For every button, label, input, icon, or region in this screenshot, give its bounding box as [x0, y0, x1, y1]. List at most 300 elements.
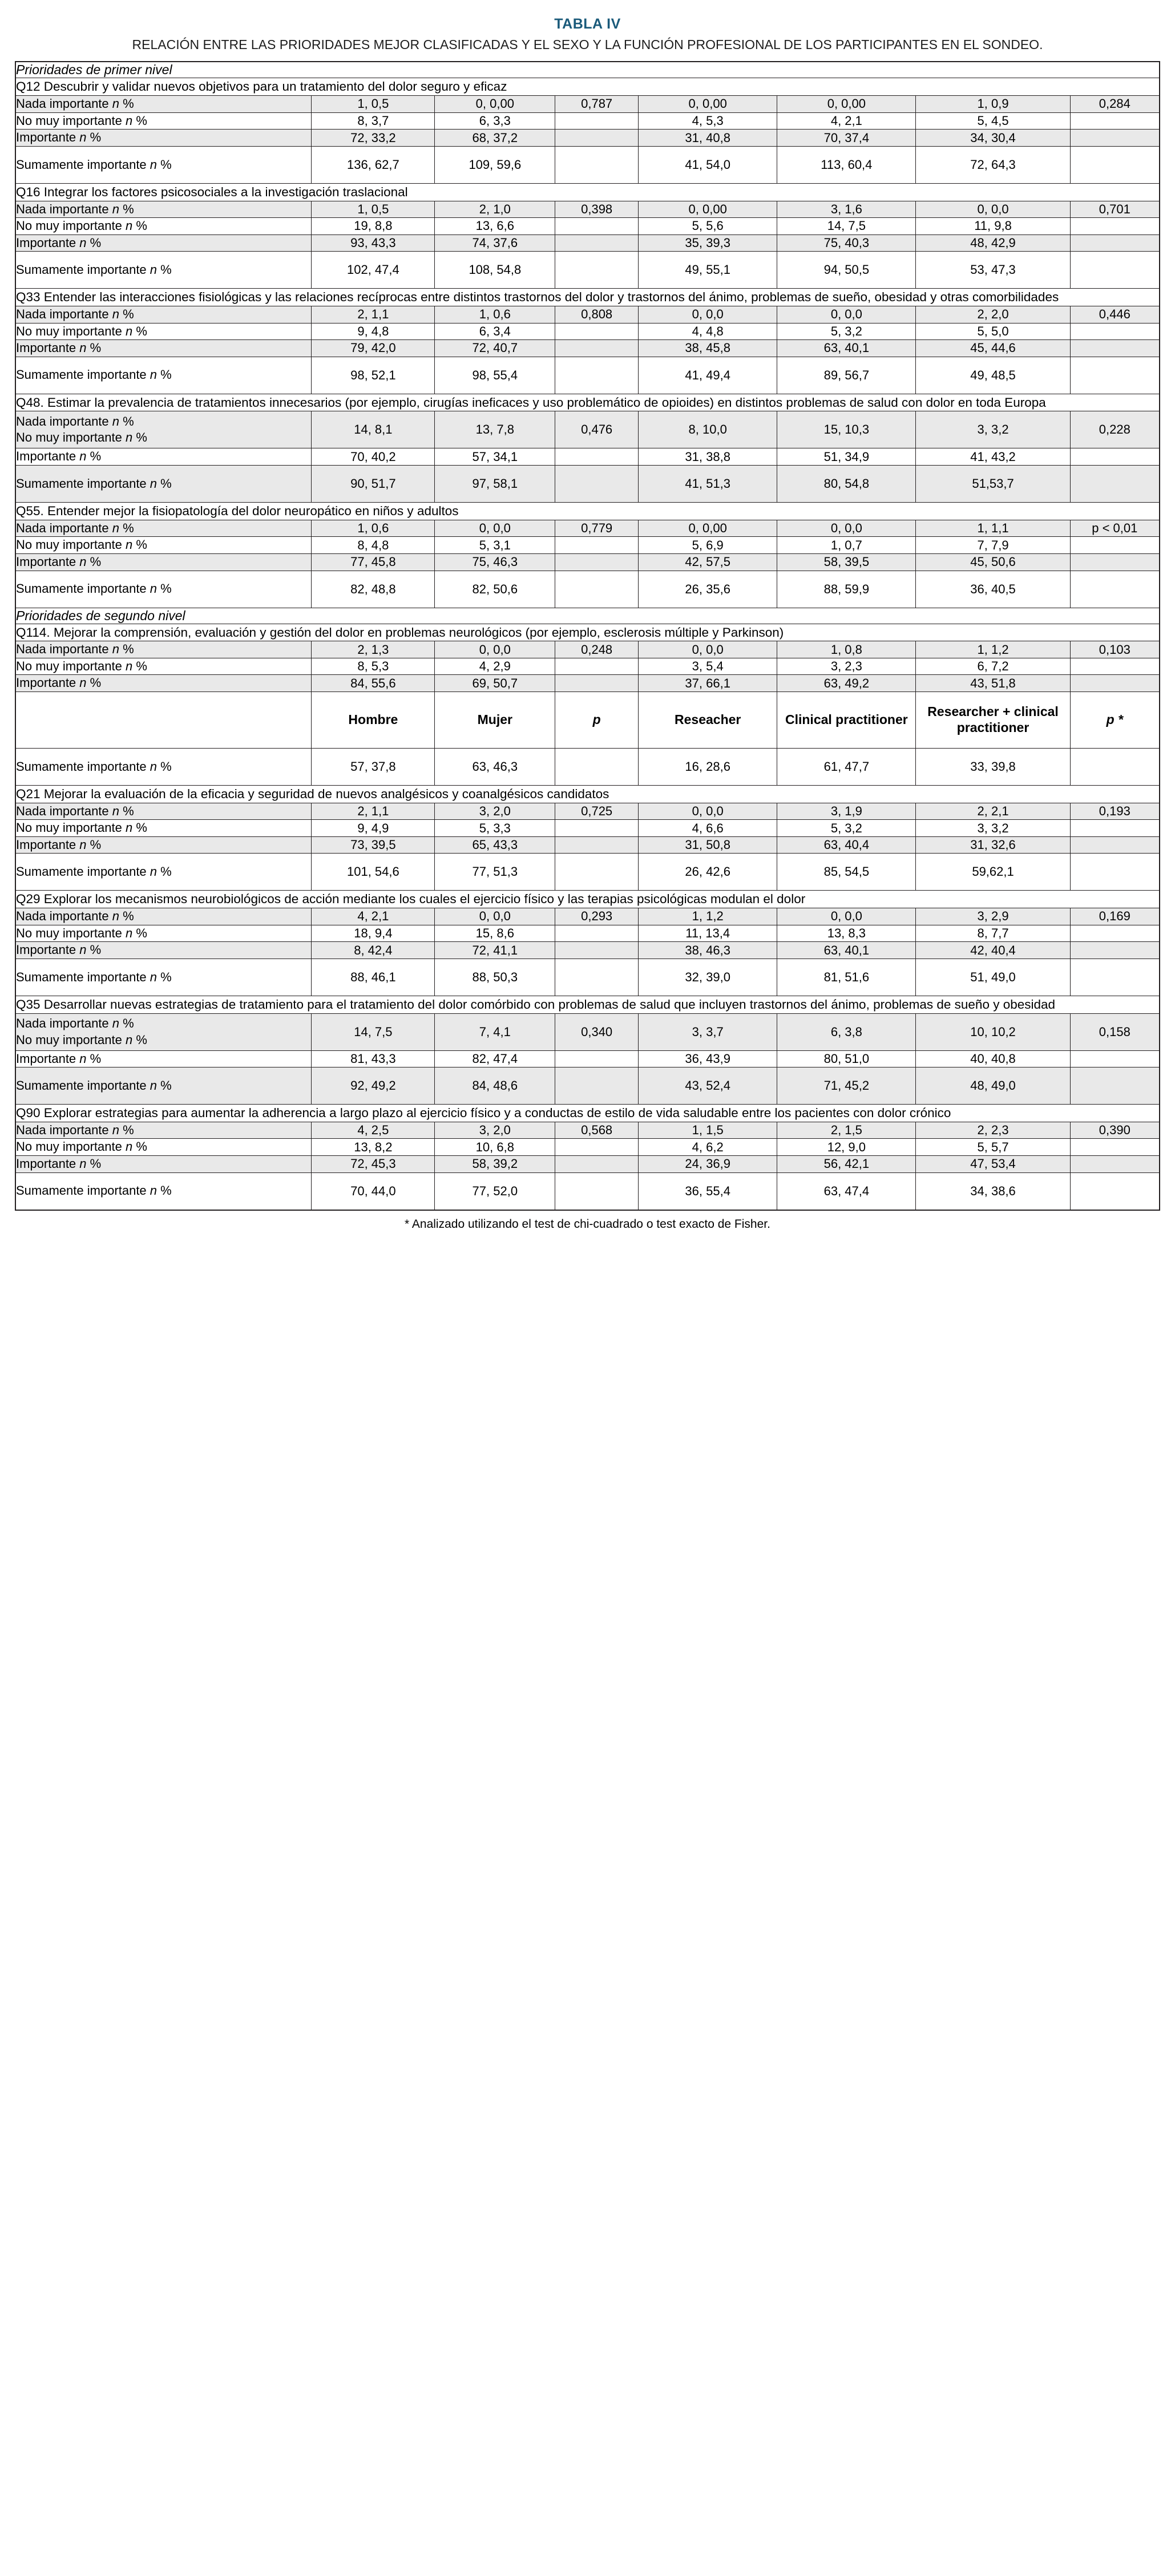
cell-value: 0,390: [1070, 1122, 1160, 1139]
cell-value: 53, 47,3: [916, 252, 1070, 289]
cell-value: 80, 51,0: [777, 1050, 916, 1067]
cell-value: [555, 448, 639, 466]
table-row: [15, 748, 1160, 785]
row-label: No muy importante n %: [15, 925, 312, 942]
question-heading-label: Q21 Mejorar la evaluación de la eficacia y seguridad de nuevos analgésicos y coanalgésicos candidatos: [15, 785, 1160, 803]
cell-value: 8, 5,3: [312, 658, 435, 675]
cell-value: 5, 3,2: [777, 323, 916, 340]
table-row: [15, 96, 1160, 113]
cell-value: [1070, 820, 1160, 837]
cell-value: 75, 40,3: [777, 234, 916, 252]
table-row: [15, 1013, 1160, 1050]
column-header-2: Mujer: [435, 691, 555, 748]
row-label: Sumamente importante n %: [15, 146, 312, 183]
cell-value: 14, 7,5: [777, 218, 916, 235]
question-heading-label: Q48. Estimar la prevalencia de tratamientos innecesarios (por ejemplo, cirugías ineficaces y uso problemático de opioides) en distintos problemas de salud con dolor en toda Europa: [15, 394, 1160, 411]
cell-value: 2, 1,5: [777, 1122, 916, 1139]
cell-value: 32, 39,0: [639, 959, 777, 996]
table-row: [15, 925, 1160, 942]
cell-value: 0, 0,0: [639, 306, 777, 323]
cell-value: 98, 55,4: [435, 357, 555, 394]
table-row: [15, 959, 1160, 996]
cell-value: 0, 0,00: [639, 520, 777, 537]
cell-value: [555, 146, 639, 183]
cell-value: 0, 0,0: [777, 520, 916, 537]
cell-value: [555, 836, 639, 854]
cell-value: 5, 4,5: [916, 112, 1070, 130]
cell-value: 69, 50,7: [435, 675, 555, 692]
cell-value: 11, 9,8: [916, 218, 1070, 235]
cell-value: 92, 49,2: [312, 1067, 435, 1105]
cell-value: [555, 252, 639, 289]
row-label: Importante n %: [15, 942, 312, 959]
cell-value: 10, 10,2: [916, 1013, 1070, 1050]
cell-value: [1070, 854, 1160, 891]
cell-value: 81, 43,3: [312, 1050, 435, 1067]
cell-value: 1, 0,9: [916, 96, 1070, 113]
table-header-row: [15, 691, 1160, 748]
cell-value: 41, 54,0: [639, 146, 777, 183]
cell-value: 0, 0,0: [435, 641, 555, 658]
cell-value: 4, 2,1: [777, 112, 916, 130]
cell-value: 136, 62,7: [312, 146, 435, 183]
cell-value: 4, 2,9: [435, 658, 555, 675]
cell-value: [555, 658, 639, 675]
row-label: Importante n %: [15, 1050, 312, 1067]
cell-value: 0, 0,0: [639, 641, 777, 658]
cell-value: 68, 37,2: [435, 130, 555, 147]
cell-value: 1, 0,6: [312, 520, 435, 537]
cell-value: 0,284: [1070, 96, 1160, 113]
cell-value: 0,701: [1070, 201, 1160, 218]
cell-value: [555, 854, 639, 891]
cell-value: 36, 55,4: [639, 1172, 777, 1210]
cell-value: 6, 7,2: [916, 658, 1070, 675]
table-row: [15, 340, 1160, 357]
cell-value: 43, 52,4: [639, 1067, 777, 1105]
page-subtitle: RELACIÓN ENTRE LAS PRIORIDADES MEJOR CLASIFICADAS Y EL SEXO Y LA FUNCIÓN PROFESIONAL DE LOS PARTICIPANTES EN EL SONDEO.: [132, 37, 1043, 52]
cell-value: 97, 58,1: [435, 466, 555, 503]
cell-value: 94, 50,5: [777, 252, 916, 289]
cell-value: 41, 49,4: [639, 357, 777, 394]
cell-value: 4, 2,5: [312, 1122, 435, 1139]
table-row: [15, 942, 1160, 959]
cell-value: 48, 42,9: [916, 234, 1070, 252]
cell-value: 16, 28,6: [639, 748, 777, 785]
column-header-1: Hombre: [312, 691, 435, 748]
table-row: [15, 234, 1160, 252]
question-heading-row: [15, 891, 1160, 908]
row-label: Nada importante n %: [15, 306, 312, 323]
cell-value: 70, 44,0: [312, 1172, 435, 1210]
cell-value: 0,725: [555, 803, 639, 820]
cell-value: [1070, 925, 1160, 942]
table-footnote: * Analizado utilizando el test de chi-cuadrado o test exacto de Fisher.: [405, 1217, 770, 1231]
cell-value: [555, 234, 639, 252]
cell-value: 45, 50,6: [916, 553, 1070, 571]
cell-value: [1070, 748, 1160, 785]
row-label: No muy importante n %: [15, 658, 312, 675]
row-label: Sumamente importante n %: [15, 252, 312, 289]
table-row: [15, 1122, 1160, 1139]
row-label: Importante n %: [15, 675, 312, 692]
cell-value: 84, 55,6: [312, 675, 435, 692]
cell-value: 3, 1,9: [777, 803, 916, 820]
cell-value: 33, 39,8: [916, 748, 1070, 785]
cell-value: 5, 5,0: [916, 323, 1070, 340]
cell-value: 12, 9,0: [777, 1139, 916, 1156]
cell-value: 6, 3,4: [435, 323, 555, 340]
cell-value: 49, 48,5: [916, 357, 1070, 394]
priorities-table: [15, 61, 1160, 1210]
cell-value: 10, 6,8: [435, 1139, 555, 1156]
row-label: Sumamente importante n %: [15, 571, 312, 608]
cell-value: [1070, 959, 1160, 996]
column-header-6: Researcher + clinical practitioner: [916, 691, 1070, 748]
question-heading-row: [15, 394, 1160, 411]
cell-value: 3, 3,2: [916, 411, 1070, 448]
row-label: Nada importante n % No muy importante n %: [15, 1013, 312, 1050]
cell-value: 0,779: [555, 520, 639, 537]
cell-value: 109, 59,6: [435, 146, 555, 183]
cell-value: 2, 1,1: [312, 803, 435, 820]
cell-value: 3, 2,9: [916, 908, 1070, 925]
cell-value: 31, 50,8: [639, 836, 777, 854]
cell-value: 4, 6,6: [639, 820, 777, 837]
cell-value: 6, 3,8: [777, 1013, 916, 1050]
cell-value: 49, 55,1: [639, 252, 777, 289]
cell-value: 9, 4,8: [312, 323, 435, 340]
row-label: Importante n %: [15, 130, 312, 147]
cell-value: [1070, 675, 1160, 692]
row-label: Importante n %: [15, 553, 312, 571]
cell-value: [555, 323, 639, 340]
row-label: Sumamente importante n %: [15, 357, 312, 394]
cell-value: 84, 48,6: [435, 1067, 555, 1105]
cell-value: 1, 1,5: [639, 1122, 777, 1139]
table-row: [15, 252, 1160, 289]
cell-value: [555, 357, 639, 394]
row-label: Importante n %: [15, 1156, 312, 1173]
cell-value: [1070, 553, 1160, 571]
cell-value: [555, 1067, 639, 1105]
cell-value: 2, 1,1: [312, 306, 435, 323]
cell-value: [555, 675, 639, 692]
row-label: Importante n %: [15, 448, 312, 466]
cell-value: 0,158: [1070, 1013, 1160, 1050]
cell-value: 3, 1,6: [777, 201, 916, 218]
cell-value: 63, 46,3: [435, 748, 555, 785]
cell-value: 63, 40,1: [777, 340, 916, 357]
cell-value: 57, 34,1: [435, 448, 555, 466]
table-row: [15, 466, 1160, 503]
cell-value: 4, 6,2: [639, 1139, 777, 1156]
table-row: [15, 803, 1160, 820]
cell-value: 0, 0,0: [777, 908, 916, 925]
section-heading-row: [15, 608, 1160, 624]
table-row: [15, 1050, 1160, 1067]
cell-value: 93, 43,3: [312, 234, 435, 252]
cell-value: [1070, 942, 1160, 959]
section-heading-label: Prioridades de primer nivel: [15, 62, 1160, 78]
row-label: Nada importante n %: [15, 641, 312, 658]
cell-value: 0,248: [555, 641, 639, 658]
cell-value: 77, 45,8: [312, 553, 435, 571]
cell-value: 5, 3,1: [435, 537, 555, 554]
table-row: [15, 130, 1160, 147]
cell-value: 0, 0,00: [435, 96, 555, 113]
cell-value: 4, 2,1: [312, 908, 435, 925]
cell-value: 35, 39,3: [639, 234, 777, 252]
cell-value: 13, 6,6: [435, 218, 555, 235]
section-heading-label: Prioridades de segundo nivel: [15, 608, 1160, 624]
cell-value: 3, 2,3: [777, 658, 916, 675]
column-header-4: Reseacher: [639, 691, 777, 748]
row-label: No muy importante n %: [15, 1139, 312, 1156]
cell-value: [1070, 658, 1160, 675]
table-row: [15, 537, 1160, 554]
cell-value: 0,340: [555, 1013, 639, 1050]
cell-value: 1, 1,2: [639, 908, 777, 925]
cell-value: p < 0,01: [1070, 520, 1160, 537]
row-label: Nada importante n %: [15, 201, 312, 218]
cell-value: 6, 3,3: [435, 112, 555, 130]
cell-value: [1070, 218, 1160, 235]
row-label: No muy importante n %: [15, 323, 312, 340]
cell-value: 102, 47,4: [312, 252, 435, 289]
question-heading-label: Q35 Desarrollar nuevas estrategias de tratamiento para el tratamiento del dolor comórbido con problemas de salud que incluyen trastornos del ánimo, problemas de sueño y obesidad: [15, 996, 1160, 1013]
cell-value: 3, 3,7: [639, 1013, 777, 1050]
cell-value: 3, 5,4: [639, 658, 777, 675]
cell-value: 72, 41,1: [435, 942, 555, 959]
cell-value: 34, 38,6: [916, 1172, 1070, 1210]
cell-value: 72, 64,3: [916, 146, 1070, 183]
cell-value: 73, 39,5: [312, 836, 435, 854]
question-heading-label: Q16 Integrar los factores psicosociales a la investigación traslacional: [15, 183, 1160, 201]
cell-value: [1070, 130, 1160, 147]
cell-value: 63, 40,1: [777, 942, 916, 959]
column-header-3: p: [555, 691, 639, 748]
cell-value: [555, 466, 639, 503]
cell-value: 82, 47,4: [435, 1050, 555, 1067]
cell-value: 1, 0,7: [777, 537, 916, 554]
cell-value: 18, 9,4: [312, 925, 435, 942]
cell-value: 75, 46,3: [435, 553, 555, 571]
cell-value: 63, 49,2: [777, 675, 916, 692]
cell-value: [555, 1139, 639, 1156]
cell-value: [555, 959, 639, 996]
cell-value: 88, 50,3: [435, 959, 555, 996]
cell-value: 11, 13,4: [639, 925, 777, 942]
cell-value: 2, 2,0: [916, 306, 1070, 323]
cell-value: 8, 4,8: [312, 537, 435, 554]
table-row: [15, 571, 1160, 608]
cell-value: 0, 0,0: [777, 306, 916, 323]
table-row: [15, 520, 1160, 537]
cell-value: 36, 43,9: [639, 1050, 777, 1067]
question-heading-row: [15, 503, 1160, 520]
cell-value: 74, 37,6: [435, 234, 555, 252]
row-label: Nada importante n % No muy importante n %: [15, 411, 312, 448]
cell-value: [1070, 1172, 1160, 1210]
cell-value: 82, 48,8: [312, 571, 435, 608]
cell-value: 43, 51,8: [916, 675, 1070, 692]
cell-value: 36, 40,5: [916, 571, 1070, 608]
cell-value: 58, 39,5: [777, 553, 916, 571]
cell-value: 13, 8,2: [312, 1139, 435, 1156]
cell-value: 47, 53,4: [916, 1156, 1070, 1173]
row-label: Sumamente importante n %: [15, 1172, 312, 1210]
cell-value: 0,103: [1070, 641, 1160, 658]
cell-value: [1070, 1050, 1160, 1067]
cell-value: 19, 8,8: [312, 218, 435, 235]
column-header-7: p *: [1070, 691, 1160, 748]
cell-value: 79, 42,0: [312, 340, 435, 357]
table-row: [15, 306, 1160, 323]
cell-value: 61, 47,7: [777, 748, 916, 785]
table-row: [15, 411, 1160, 448]
cell-value: [555, 218, 639, 235]
cell-value: 26, 42,6: [639, 854, 777, 891]
row-label: No muy importante n %: [15, 820, 312, 837]
cell-value: 58, 39,2: [435, 1156, 555, 1173]
cell-value: 82, 50,6: [435, 571, 555, 608]
cell-value: 5, 5,6: [639, 218, 777, 235]
cell-value: [1070, 146, 1160, 183]
cell-value: 15, 8,6: [435, 925, 555, 942]
cell-value: [1070, 836, 1160, 854]
question-heading-row: [15, 996, 1160, 1013]
cell-value: [555, 112, 639, 130]
row-label: Importante n %: [15, 234, 312, 252]
cell-value: 88, 59,9: [777, 571, 916, 608]
question-heading-row: [15, 183, 1160, 201]
cell-value: 51, 34,9: [777, 448, 916, 466]
table-row: [15, 448, 1160, 466]
table-row: [15, 112, 1160, 130]
cell-value: [555, 571, 639, 608]
table-body: [15, 62, 1160, 1210]
cell-value: 7, 4,1: [435, 1013, 555, 1050]
cell-value: [1070, 448, 1160, 466]
cell-value: [1070, 1139, 1160, 1156]
table-row: [15, 641, 1160, 658]
cell-value: 5, 3,3: [435, 820, 555, 837]
cell-value: 51,53,7: [916, 466, 1070, 503]
row-label: No muy importante n %: [15, 537, 312, 554]
table-row: [15, 201, 1160, 218]
cell-value: 2, 2,3: [916, 1122, 1070, 1139]
cell-value: 0,228: [1070, 411, 1160, 448]
cell-value: 0, 0,00: [639, 201, 777, 218]
cell-value: 41, 51,3: [639, 466, 777, 503]
cell-value: [1070, 1156, 1160, 1173]
cell-value: 2, 1,0: [435, 201, 555, 218]
row-label: Sumamente importante n %: [15, 854, 312, 891]
cell-value: 38, 46,3: [639, 942, 777, 959]
cell-value: 1, 0,5: [312, 201, 435, 218]
cell-value: 59,62,1: [916, 854, 1070, 891]
question-heading-label: Q55. Entender mejor la fisiopatología del dolor neuropático en niños y adultos: [15, 503, 1160, 520]
cell-value: 14, 7,5: [312, 1013, 435, 1050]
cell-value: 1, 1,2: [916, 641, 1070, 658]
table-row: [15, 836, 1160, 854]
document-page: [0, 0, 1175, 1245]
table-row: [15, 357, 1160, 394]
page-title: TABLA IV: [554, 16, 621, 32]
cell-value: 56, 42,1: [777, 1156, 916, 1173]
cell-value: [1070, 537, 1160, 554]
cell-value: 3, 2,0: [435, 1122, 555, 1139]
cell-value: 8, 7,7: [916, 925, 1070, 942]
cell-value: [1070, 323, 1160, 340]
cell-value: 1, 0,5: [312, 96, 435, 113]
cell-value: [555, 130, 639, 147]
cell-value: [1070, 466, 1160, 503]
question-heading-row: [15, 78, 1160, 96]
cell-value: [1070, 340, 1160, 357]
question-heading-label: Q90 Explorar estrategias para aumentar la adherencia a largo plazo al ejercicio físico y a conductas de estilo de vida saludable entre los pacientes con dolor crónico: [15, 1105, 1160, 1122]
cell-value: 0,446: [1070, 306, 1160, 323]
cell-value: 77, 51,3: [435, 854, 555, 891]
cell-value: 0, 0,0: [916, 201, 1070, 218]
cell-value: 0,169: [1070, 908, 1160, 925]
row-label: Sumamente importante n %: [15, 466, 312, 503]
cell-value: 85, 54,5: [777, 854, 916, 891]
cell-value: 98, 52,1: [312, 357, 435, 394]
cell-value: 0,568: [555, 1122, 639, 1139]
cell-value: 0,398: [555, 201, 639, 218]
cell-value: [1070, 571, 1160, 608]
cell-value: 2, 2,1: [916, 803, 1070, 820]
cell-value: [555, 1172, 639, 1210]
row-label: Nada importante n %: [15, 520, 312, 537]
cell-value: [555, 1156, 639, 1173]
cell-value: [555, 340, 639, 357]
table-row: [15, 675, 1160, 692]
cell-value: 51, 49,0: [916, 959, 1070, 996]
table-row: [15, 146, 1160, 183]
cell-value: 113, 60,4: [777, 146, 916, 183]
cell-value: [555, 553, 639, 571]
table-row: [15, 1156, 1160, 1173]
cell-value: 38, 45,8: [639, 340, 777, 357]
table-row: [15, 1067, 1160, 1105]
cell-value: 15, 10,3: [777, 411, 916, 448]
cell-value: 3, 2,0: [435, 803, 555, 820]
cell-value: [555, 748, 639, 785]
row-label: Sumamente importante n %: [15, 1067, 312, 1105]
cell-value: 31, 32,6: [916, 836, 1070, 854]
cell-value: 13, 8,3: [777, 925, 916, 942]
cell-value: 14, 8,1: [312, 411, 435, 448]
cell-value: 8, 10,0: [639, 411, 777, 448]
cell-value: 89, 56,7: [777, 357, 916, 394]
cell-value: 0,293: [555, 908, 639, 925]
table-row: [15, 854, 1160, 891]
cell-value: 41, 43,2: [916, 448, 1070, 466]
cell-value: 72, 40,7: [435, 340, 555, 357]
cell-value: 42, 40,4: [916, 942, 1070, 959]
cell-value: 4, 4,8: [639, 323, 777, 340]
cell-value: [1070, 1067, 1160, 1105]
cell-value: 24, 36,9: [639, 1156, 777, 1173]
cell-value: 8, 3,7: [312, 112, 435, 130]
cell-value: [1070, 234, 1160, 252]
cell-value: 0,193: [1070, 803, 1160, 820]
cell-value: [1070, 252, 1160, 289]
cell-value: 72, 33,2: [312, 130, 435, 147]
